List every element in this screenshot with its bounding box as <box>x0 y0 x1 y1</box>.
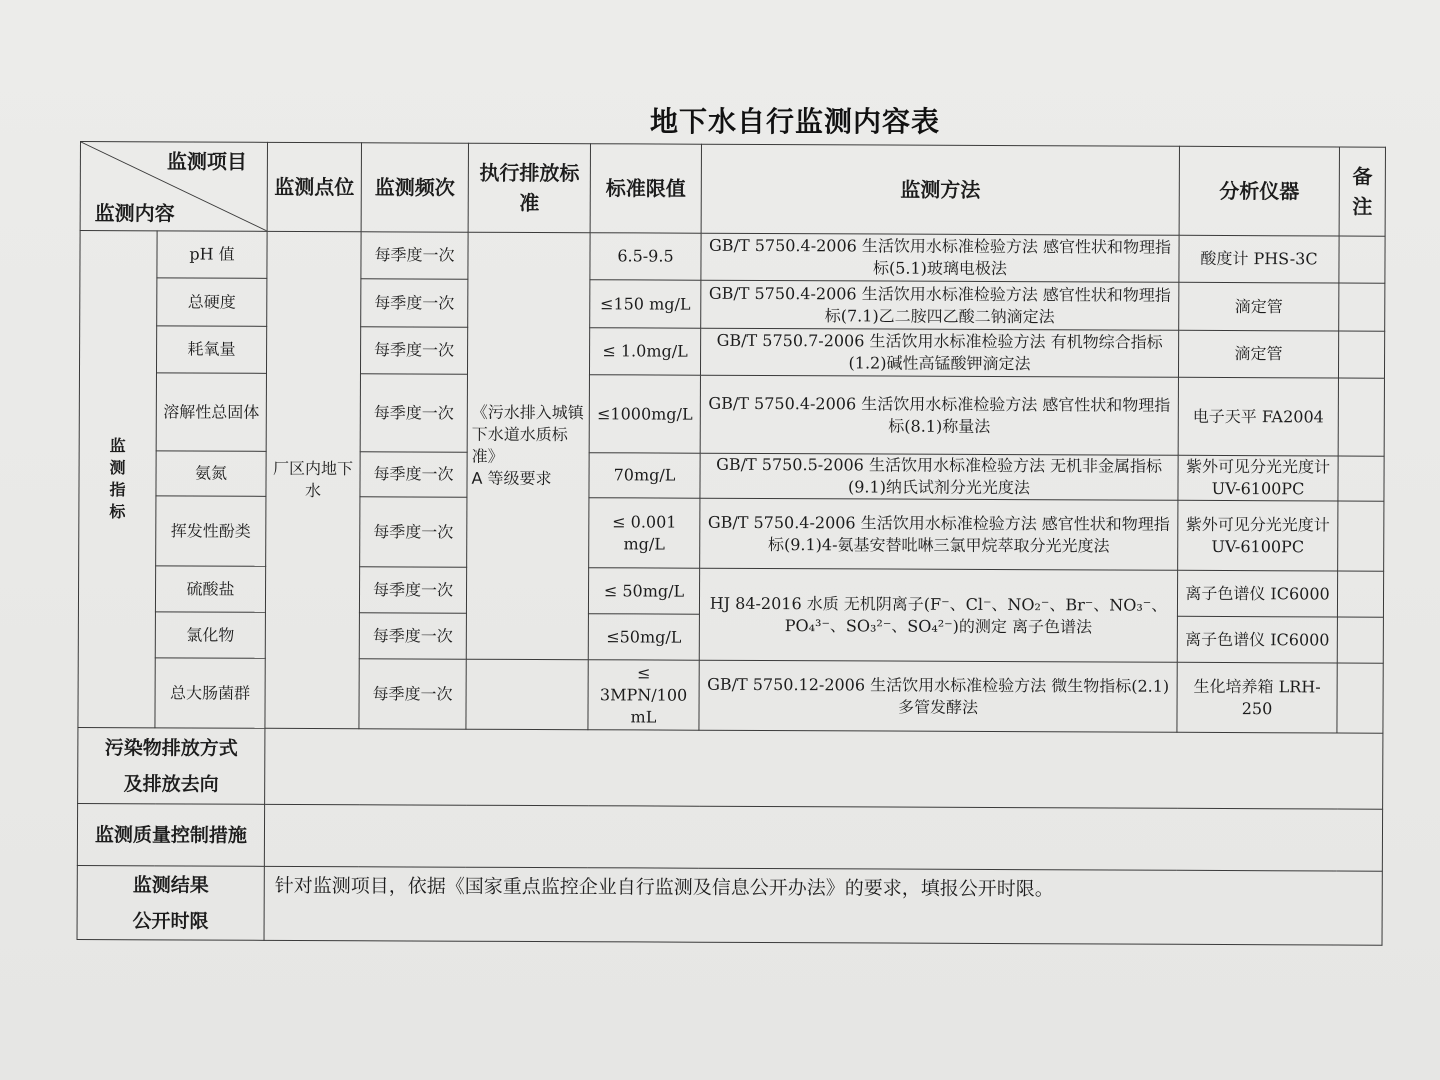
discharge-label-line2: 及排放去向 <box>123 772 219 796</box>
point-cell: 厂区内地下水 <box>265 231 361 728</box>
item-cell: pH 值 <box>157 231 267 278</box>
freq-cell: 每季度一次 <box>360 374 467 452</box>
freq-cell: 每季度一次 <box>359 659 466 729</box>
header-row <box>80 142 1385 237</box>
header-instrument: 分析仪器 <box>1179 146 1339 236</box>
method-cell: HJ 84-2016 水质 无机阴离子(F⁻、Cl⁻、NO₂⁻、Br⁻、NO₃⁻、PO₄³⁻、SO₃²⁻、SO₄²⁻)的测定 离子色谱法 <box>699 568 1177 662</box>
header-remark: 备注 <box>1339 147 1385 236</box>
method-cell: GB/T 5750.4-2006 生活饮用水标准检验方法 感官性状和物理指标(9.1)4-氨基安替吡啉三氯甲烷萃取分光光度法 <box>700 498 1178 570</box>
standard-grade: A 等级要求 <box>471 468 552 489</box>
standard-empty-cell <box>466 659 588 730</box>
method-cell: GB/T 5750.4-2006 生活饮用水标准检验方法 感官性状和物理指标(7.1)乙二胺四乙酸二钠滴定法 <box>701 280 1179 330</box>
instrument-cell: 离子色谱仪 IC6000 <box>1177 570 1337 617</box>
instrument-cell: 酸度计 PHS-3C <box>1179 235 1339 283</box>
standard-cell <box>466 232 590 660</box>
method-cell: GB/T 5750.5-2006 生活饮用水标准检验方法 无机非金属指标(9.1)纳氏试剂分光光度法 <box>700 453 1178 500</box>
method-cell: GB/T 5750.4-2006 生活饮用水标准检验方法 感官性状和物理指标(5.1)玻璃电极法 <box>701 233 1179 282</box>
header-standard: 执行排放标准 <box>468 143 590 233</box>
instrument-cell: 电子天平 FA2004 <box>1178 377 1338 456</box>
freq-cell: 每季度一次 <box>361 279 468 327</box>
method-cell: GB/T 5750.7-2006 生活饮用水标准检验方法 有机物综合指标(1.2)碱性高锰酸钾滴定法 <box>700 328 1178 377</box>
limit-cell: ≤50mg/L <box>588 614 699 660</box>
freq-cell: 每季度一次 <box>360 452 467 497</box>
header-method: 监测方法 <box>701 144 1179 235</box>
item-cell: 耗氧量 <box>156 326 266 373</box>
remark-cell <box>1338 378 1384 456</box>
instrument-cell: 离子色谱仪 IC6000 <box>1177 616 1337 663</box>
discharge-value <box>265 728 1383 809</box>
item-cell: 硫酸盐 <box>155 566 265 612</box>
qc-value <box>264 804 1382 871</box>
remark-cell <box>1338 331 1384 378</box>
document-title: 地下水自行监测内容表 <box>649 105 940 138</box>
side-label-text: 监测指标 <box>109 436 126 522</box>
instrument-cell: 紫外可见分光光度计 UV-6100PC <box>1178 455 1338 501</box>
remark-cell <box>1338 501 1384 571</box>
item-cell: 总硬度 <box>157 278 267 326</box>
discharge-label <box>78 727 265 804</box>
method-cell: GB/T 5750.4-2006 生活饮用水标准检验方法 感官性状和物理指标(8.1)称量法 <box>700 375 1178 455</box>
freq-cell: 每季度一次 <box>361 232 468 279</box>
standard-name: 《污水排入城镇下水道水质标准》 <box>471 402 584 466</box>
freq-cell: 每季度一次 <box>359 613 466 659</box>
freq-cell: 每季度一次 <box>359 567 466 613</box>
instrument-cell: 生化培养箱 LRH-250 <box>1177 662 1337 733</box>
header-limit: 标准限值 <box>590 144 701 233</box>
remark-cell <box>1339 283 1385 331</box>
diagonal-header-cell <box>80 142 267 232</box>
limit-cell: ≤150 mg/L <box>590 280 701 328</box>
disclosure-row <box>77 865 1382 945</box>
remark-cell <box>1337 663 1383 733</box>
side-label <box>78 231 157 728</box>
qc-label: 监测质量控制措施 <box>77 803 264 866</box>
remark-cell <box>1339 236 1385 283</box>
header-frequency: 监测频次 <box>361 143 468 232</box>
diag-header-bottom: 监测内容 <box>94 201 175 226</box>
qc-row <box>77 803 1382 871</box>
limit-cell: ≤ 50mg/L <box>588 568 699 614</box>
header-point: 监测点位 <box>267 142 361 231</box>
instrument-cell: 滴定管 <box>1179 282 1339 331</box>
method-cell: GB/T 5750.12-2006 生活饮用水标准检验方法 微生物指标(2.1)多管发酵法 <box>699 660 1177 732</box>
disclosure-label-line2: 公开时限 <box>132 909 209 933</box>
instrument-cell: 滴定管 <box>1178 330 1338 378</box>
remark-cell <box>1337 571 1383 617</box>
limit-cell: 6.5-9.5 <box>590 233 701 280</box>
item-cell: 氨氮 <box>156 451 266 496</box>
item-cell: 挥发性酚类 <box>156 496 266 566</box>
instrument-cell: 紫外可见分光光度计 UV-6100PC <box>1178 500 1338 571</box>
discharge-row <box>78 727 1383 809</box>
disclosure-label-line1: 监测结果 <box>132 873 209 897</box>
remark-cell <box>1338 456 1384 501</box>
disclosure-value: 针对监测项目，依据《国家重点监控企业自行监测及信息公开办法》的要求，填报公开时限。 <box>264 866 1382 945</box>
item-cell: 溶解性总固体 <box>156 373 266 451</box>
limit-cell: ≤ 3MPN/100 mL <box>588 660 699 730</box>
limit-cell: ≤ 0.001 mg/L <box>589 498 700 568</box>
item-cell: 总大肠菌群 <box>155 658 265 728</box>
diag-header-top: 监测项目 <box>166 149 247 174</box>
remark-cell <box>1337 617 1383 663</box>
discharge-label-line1: 污染物排放方式 <box>104 736 238 760</box>
item-cell: 氯化物 <box>155 612 265 658</box>
freq-cell: 每季度一次 <box>360 327 467 374</box>
monitoring-table <box>77 141 1386 946</box>
table-row <box>80 231 1385 284</box>
freq-cell: 每季度一次 <box>360 497 467 567</box>
disclosure-label <box>77 865 264 940</box>
limit-cell: ≤ 1.0mg/L <box>589 328 700 375</box>
limit-cell: 70mg/L <box>589 453 700 498</box>
limit-cell: ≤1000mg/L <box>589 375 700 453</box>
